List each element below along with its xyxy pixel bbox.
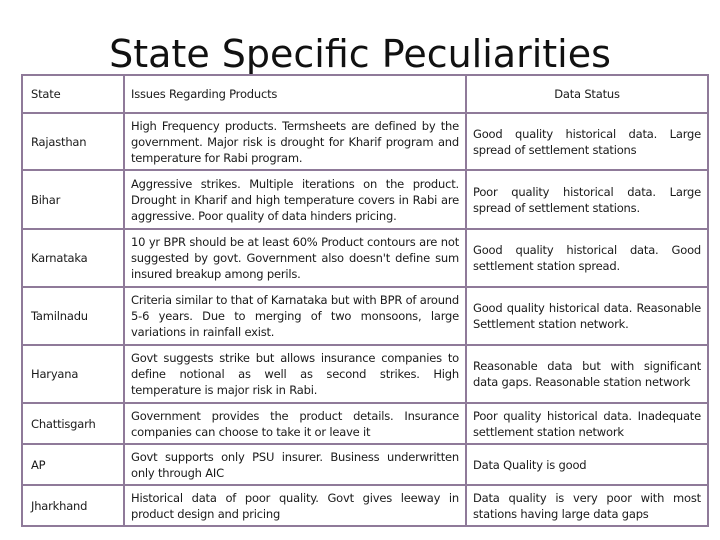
state-cell: Karnataka	[22, 229, 124, 287]
data-status-cell: Good quality historical data. Good settlement station spread.	[466, 229, 708, 287]
peculiarities-table	[21, 74, 709, 527]
issues-cell: Govt suggests strike but allows insurance companies to define notional as well as second strikes. High temperature is major risk in Rabi.	[124, 345, 466, 403]
slide-title: State Specific Peculiarities	[109, 32, 611, 76]
state-cell: AP	[22, 444, 124, 485]
table-row	[22, 444, 708, 485]
table-row	[22, 170, 708, 229]
issues-cell: High Frequency products. Termsheets are defined by the government. Major risk is drought for Kharif program and temperature for Rabi program.	[124, 113, 466, 170]
issues-cell: Historical data of poor quality. Govt gives leeway in product design and pricing	[124, 485, 466, 526]
state-cell: Haryana	[22, 345, 124, 403]
data-status-cell: Poor quality historical data. Inadequate settlement station network	[466, 403, 708, 444]
table-row	[22, 485, 708, 526]
data-status-cell: Data Quality is good	[466, 444, 708, 485]
state-cell: Chattisgarh	[22, 403, 124, 444]
issues-cell: 10 yr BPR should be at least 60% Product contours are not suggested by govt. Government also doesn't define sum insured breakup among perils.	[124, 229, 466, 287]
table-header-row	[22, 75, 708, 113]
state-cell: Rajasthan	[22, 113, 124, 170]
data-status-cell: Good quality historical data. Reasonable Settlement station network.	[466, 287, 708, 345]
table-row	[22, 113, 708, 170]
data-status-cell: Good quality historical data. Large spread of settlement stations	[466, 113, 708, 170]
data-status-cell: Reasonable data but with significant data gaps. Reasonable station network	[466, 345, 708, 403]
state-cell: Jharkhand	[22, 485, 124, 526]
column-header-state: State	[22, 75, 124, 113]
table-row	[22, 345, 708, 403]
table-row	[22, 229, 708, 287]
issues-cell: Government provides the product details. Insurance companies can choose to take it or leave it	[124, 403, 466, 444]
column-header-data-status: Data Status	[466, 75, 708, 113]
issues-cell: Aggressive strikes. Multiple iterations on the product. Drought in Kharif and high temperature covers in Rabi are aggressive. Poor quality of data hinders pricing.	[124, 170, 466, 229]
state-cell: Bihar	[22, 170, 124, 229]
data-status-cell: Data quality is very poor with most stations having large data gaps	[466, 485, 708, 526]
issues-cell: Criteria similar to that of Karnataka but with BPR of around 5-6 years. Due to merging of two monsoons, large variations in rainfall exist.	[124, 287, 466, 345]
column-header-issues: Issues Regarding Products	[124, 75, 466, 113]
table-row	[22, 287, 708, 345]
issues-cell: Govt supports only PSU insurer. Business underwritten only through AIC	[124, 444, 466, 485]
table-row	[22, 403, 708, 444]
state-cell: Tamilnadu	[22, 287, 124, 345]
data-status-cell: Poor quality historical data. Large spread of settlement stations.	[466, 170, 708, 229]
